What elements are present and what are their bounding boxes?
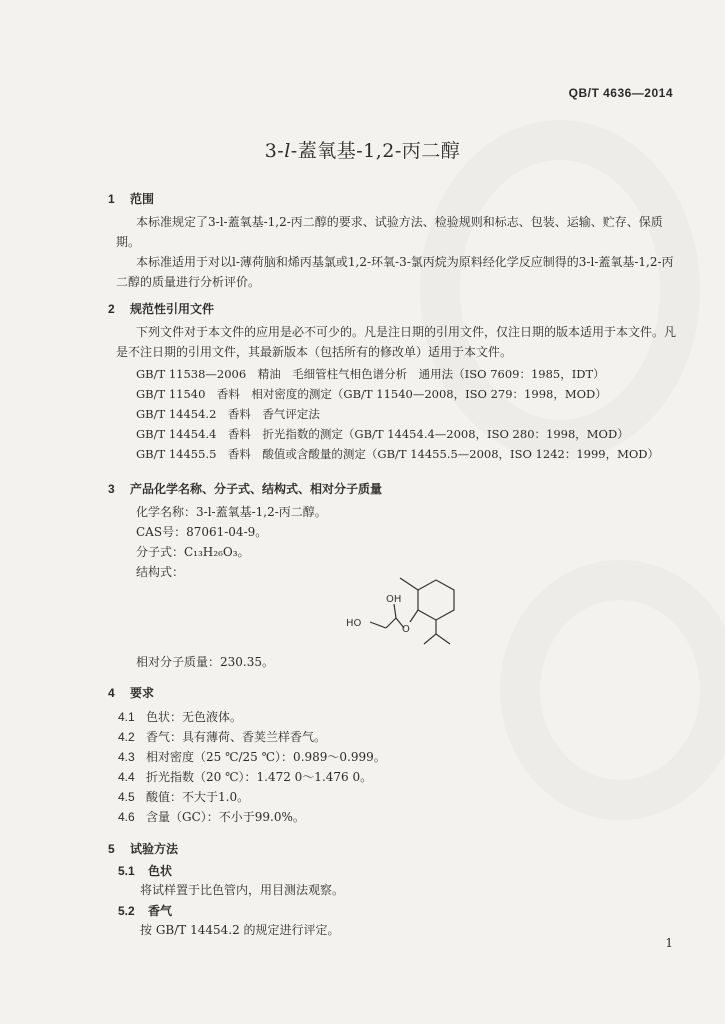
- page-number: 1: [665, 936, 673, 950]
- molecular-formula: 分子式：C₁₃H₂₆O₃。: [136, 545, 250, 559]
- section-heading: 2 规范性引用文件: [108, 302, 215, 316]
- requirement-item: 4.6 含量（GC）：不小于99.0%。: [118, 810, 305, 824]
- section-heading: 5 试验方法: [108, 842, 179, 856]
- paragraph: 下列文件对于本文件的应用是必不可少的。凡是注日期的引用文件，仅注日期的版本适用于本文件。凡是不注日期的引用文件，其最新版本（包括所有的修改单）适用于本文件。: [116, 325, 677, 359]
- reference-item: GB/T 14454.2 香料 香气评定法: [136, 407, 320, 421]
- ho-label: HO: [346, 618, 362, 629]
- requirement-item: 4.3 相对密度（25 ℃/25 ℃）：0.989～0.999。: [118, 750, 386, 764]
- cas-number: CAS号：87061-04-9。: [136, 525, 268, 539]
- oh-label: OH: [386, 594, 402, 605]
- document-title: 3-l-蓋氧基-1,2-丙二醇: [264, 140, 461, 162]
- reference-item: GB/T 11538—2006 精油 毛细管柱气相色谱分析 通用法（ISO 7609：1985，IDT）: [136, 367, 605, 381]
- bleed-through-shadow: [500, 560, 725, 820]
- requirement-item: 4.4 折光指数（20 ℃）：1.472 0～1.476 0。: [118, 770, 373, 784]
- ether-oxygen-label: O: [402, 624, 410, 635]
- chem-name: 化学名称：3-l-蓋氧基-1,2-丙二醇。: [136, 505, 327, 519]
- paragraph: 本标准规定了3-l-蓋氧基-1,2-丙二醇的要求、试验方法、检验规则和标志、包装、运输、贮存、保质期。: [116, 215, 663, 249]
- section-heading: 1 范围: [108, 192, 155, 206]
- structural-formula: [338, 560, 478, 650]
- propanediol-chain: [370, 604, 418, 628]
- structure-label: 结构式：: [136, 565, 185, 579]
- requirement-item: 4.2 香气：具有薄荷、香荚兰样香气。: [118, 730, 327, 744]
- molecular-weight: 相对分子质量：230.35。: [136, 655, 274, 669]
- requirement-item: 4.5 酸值：不大于1.0。: [118, 790, 250, 804]
- reference-item: GB/T 14454.4 香料 折光指数的测定（GB/T 14454.4—2008，ISO 280：1998，MOD）: [136, 427, 629, 441]
- section-heading: 3 产品化学名称、分子式、结构式、相对分子质量: [108, 482, 383, 496]
- paragraph: 本标准适用于对以l-薄荷脑和烯丙基氯或1,2-环氧-3-氯丙烷为原料经化学反应制得的3-l-蓋氧基-1,2-丙二醇的质量进行分析评价。: [116, 255, 674, 289]
- paragraph: 按 GB/T 14454.2 的规定进行评定。: [140, 923, 340, 937]
- requirement-item: 4.1 色状：无色液体。: [118, 710, 243, 724]
- reference-item: GB/T 14455.5 香料 酸值或含酸量的测定（GB/T 14455.5—2008，ISO 1242：1999，MOD）: [136, 447, 660, 461]
- subsection-heading: 5.1 色状: [118, 864, 173, 878]
- standard-number: QB/T 4636—2014: [568, 86, 673, 100]
- subsection-heading: 5.2 香气: [118, 904, 173, 918]
- section-heading: 4 要求: [108, 686, 155, 700]
- paragraph: 将试样置于比色管内，用目测法观察。: [140, 883, 345, 897]
- reference-item: GB/T 11540 香料 相对密度的测定（GB/T 11540—2008，ISO 279：1998，MOD）: [136, 387, 607, 401]
